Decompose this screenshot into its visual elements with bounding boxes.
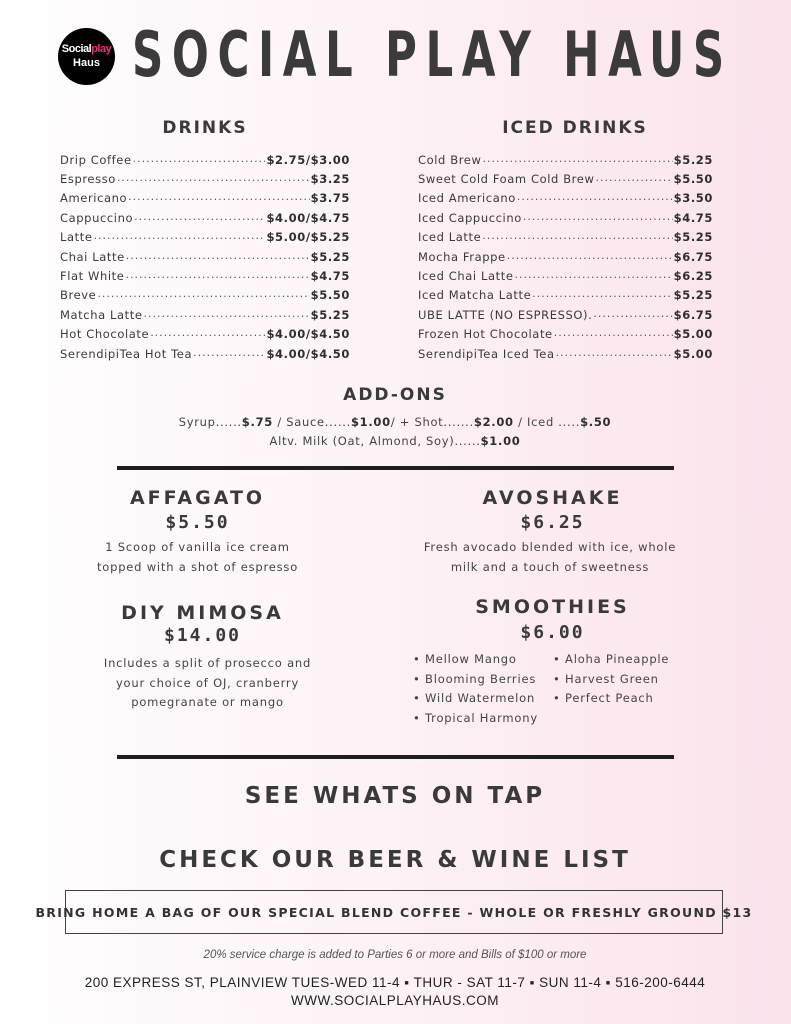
menu-row — [418, 305, 713, 324]
footer-address: 200 EXPRESS ST, PLAINVIEW TUES-WED 11-4 ▪ THUR - SAT 11-7 ▪ SUN 11-4 ▪ 516-200-6444 — [84, 975, 706, 990]
menu-item-price: $4.00/$4.50 — [266, 327, 350, 342]
menu-row — [60, 344, 350, 363]
menu-row — [60, 247, 350, 266]
menu-item-price: $5.25 — [673, 152, 713, 167]
menu-item-name: Breve — [60, 288, 97, 303]
menu-item-name: UBE LATTE (NO ESPRESSO). — [418, 307, 593, 322]
drinks-list — [60, 150, 350, 363]
menu-item-name: Iced Latte — [418, 230, 482, 245]
menu-row — [418, 344, 713, 363]
drinks-title: DRINKS — [162, 118, 248, 138]
affagato-title: AFFAGATO — [129, 487, 266, 509]
menu-row — [60, 305, 350, 324]
dot-leader — [482, 154, 672, 166]
menu-row — [418, 208, 713, 227]
menu-item-name: Sweet Cold Foam Cold Brew — [418, 172, 595, 187]
sauce-label: / Sauce...... — [272, 415, 351, 429]
menu-item-name: Iced Matcha Latte — [418, 288, 532, 303]
mimosa-desc-line: your choice of OJ, cranberry — [115, 675, 300, 690]
divider-bottom — [117, 755, 674, 759]
dot-leader — [150, 328, 265, 340]
menu-row — [418, 266, 713, 285]
dot-leader — [126, 251, 310, 263]
addons-title: ADD-ONS — [343, 385, 447, 405]
smoothies-price: $6.00 — [520, 622, 585, 643]
smoothies-list-left — [413, 652, 553, 730]
avoshake-price: $6.25 — [520, 512, 585, 533]
menu-item-name: Flat White — [60, 269, 125, 284]
list-item: • Perfect Peach — [553, 691, 654, 705]
menu-item-name: Cold Brew — [418, 152, 482, 167]
menu-item-price: $6.25 — [673, 269, 713, 284]
menu-item-price: $3.25 — [310, 172, 350, 187]
affagato-desc-line: 1 Scoop of vanilla ice cream — [105, 540, 290, 554]
affagato-price: $5.50 — [165, 512, 230, 533]
dot-leader — [94, 231, 266, 243]
avoshake-desc — [405, 538, 695, 577]
menu-item-price: $4.00/$4.75 — [266, 210, 350, 225]
dot-leader — [595, 173, 672, 185]
menu-row — [60, 189, 350, 208]
avoshake-desc-line: Fresh avocado blended with ice, whole — [423, 540, 677, 554]
menu-item-name: SerendipiTea Hot Tea — [60, 346, 193, 361]
dot-leader — [133, 154, 266, 166]
dot-leader — [523, 212, 673, 224]
menu-item-price: $2.75/$3.00 — [266, 152, 350, 167]
dot-leader — [532, 289, 672, 301]
dot-leader — [554, 328, 673, 340]
menu-item-price: $4.00/$4.50 — [266, 346, 350, 361]
menu-row — [60, 266, 350, 285]
menu-item-price: $5.00 — [673, 346, 713, 361]
menu-row — [60, 150, 350, 169]
dot-leader — [193, 348, 265, 360]
addons-line — [100, 415, 690, 429]
logo-text-play: play — [91, 43, 112, 55]
iced-label: / Iced ..... — [513, 415, 581, 429]
smoothies-list-right — [553, 652, 693, 711]
menu-row — [418, 247, 713, 266]
mimosa-price: $14.00 — [163, 625, 242, 646]
service-charge-note: 20% service charge is added to Parties 6 or more and Bills of $100 or more — [203, 949, 587, 961]
menu-item-name: Iced Chai Latte — [418, 269, 514, 284]
menu-row — [418, 228, 713, 247]
menu-item-name: Americano — [60, 191, 128, 206]
menu-item-name: Hot Chocolate — [60, 327, 150, 342]
menu-item-price: $4.75 — [673, 210, 713, 225]
menu-item-price: $5.50 — [673, 172, 713, 187]
menu-item-name: Iced Cappuccino — [418, 210, 522, 225]
sauce-price: $1.00 — [350, 415, 391, 429]
menu-item-price: $5.25 — [310, 307, 350, 322]
menu-item-price: $5.25 — [673, 288, 713, 303]
menu-item-name: Mocha Frappe — [418, 249, 506, 264]
dot-leader — [515, 270, 673, 282]
beer-wine-heading: CHECK OUR BEER & WINE LIST — [159, 847, 631, 873]
mimosa-desc — [65, 654, 350, 713]
divider-top — [117, 466, 674, 470]
dot-leader — [97, 289, 309, 301]
menu-row — [418, 325, 713, 344]
iced-price: $.50 — [580, 415, 612, 429]
avoshake-desc-line: milk and a touch of sweetness — [450, 559, 650, 574]
menu-item-price: $6.75 — [673, 307, 713, 322]
menu-item-name: Iced Americano — [418, 191, 516, 206]
syrup-price: $.75 — [241, 415, 273, 429]
coffee-bag-banner — [35, 890, 753, 934]
menu-item-name: Latte — [60, 230, 93, 245]
menu-item-price: $5.00/$5.25 — [266, 230, 350, 245]
mimosa-title: DIY MIMOSA — [121, 602, 284, 624]
logo-text-haus: Haus — [73, 57, 100, 69]
menu-item-price: $5.00 — [673, 327, 713, 342]
smoothies-title: SMOOTHIES — [475, 596, 630, 618]
dot-leader — [128, 192, 309, 204]
mimosa-desc-line: Includes a split of prosecco and — [103, 656, 312, 670]
menu-row — [418, 189, 713, 208]
affagato-desc — [65, 538, 330, 577]
menu-item-name: Cappuccino — [60, 210, 134, 225]
menu-item-price: $6.75 — [673, 249, 713, 264]
list-item: • Wild Watermelon — [413, 691, 536, 705]
menu-item-name: Frozen Hot Chocolate — [418, 327, 553, 342]
menu-item-name: SerendipiTea Iced Tea — [418, 346, 555, 361]
menu-row — [418, 286, 713, 305]
dot-leader — [507, 251, 673, 263]
list-item: • Tropical Harmony — [413, 710, 538, 725]
milk-line — [100, 434, 690, 448]
logo-text-social: Social — [61, 43, 92, 55]
dot-leader — [556, 348, 673, 360]
milk-price: $1.00 — [480, 434, 521, 448]
dot-leader — [125, 270, 309, 282]
mimosa-desc-line: pomegranate or mango — [131, 695, 284, 709]
iced-drinks-title: ICED DRINKS — [502, 118, 648, 138]
dot-leader — [593, 309, 672, 321]
logo — [58, 28, 115, 85]
menu-item-name: Chai Latte — [60, 249, 125, 264]
dot-leader — [134, 212, 265, 224]
menu-row — [60, 286, 350, 305]
menu-row — [60, 169, 350, 188]
milk-label: Altv. Milk (Oat, Almond, Soy)...... — [269, 434, 481, 448]
dot-leader — [117, 173, 310, 185]
menu-item-name: Drip Coffee — [60, 152, 132, 167]
brand-title: SOCIAL PLAY HAUS — [132, 18, 733, 91]
shot-label: / + Shot....... — [390, 415, 474, 429]
list-item: • Blooming Berries — [413, 671, 537, 686]
avoshake-title: AVOSHAKE — [482, 487, 623, 509]
shot-price: $2.00 — [473, 415, 514, 429]
menu-item-price: $3.75 — [310, 191, 350, 206]
menu-item-price: $3.50 — [673, 191, 713, 206]
menu-item-price: $5.50 — [310, 288, 350, 303]
dot-leader — [144, 309, 310, 321]
dot-leader — [482, 231, 672, 243]
iced-drinks-list — [418, 150, 713, 363]
menu-item-price: $4.75 — [310, 269, 350, 284]
dot-leader — [517, 192, 673, 204]
tap-heading: SEE WHATS ON TAP — [244, 783, 546, 809]
menu-row — [418, 169, 713, 188]
menu-row — [60, 228, 350, 247]
menu-row — [60, 208, 350, 227]
footer-website[interactable]: WWW.SOCIALPLAYHAUS.COM — [290, 993, 500, 1008]
list-item: • Aloha Pineapple — [553, 652, 670, 666]
affagato-desc-line: topped with a shot of espresso — [96, 559, 299, 574]
menu-item-name: Espresso — [60, 172, 116, 187]
menu-row — [418, 150, 713, 169]
menu-item-name: Matcha Latte — [60, 307, 143, 322]
list-item: • Mellow Mango — [413, 652, 517, 666]
syrup-label: Syrup...... — [178, 415, 242, 429]
menu-item-price: $5.25 — [310, 249, 350, 264]
banner-text: BRING HOME A BAG OF OUR SPECIAL BLEND COFFEE - WHOLE OR FRESHLY GROUND $13 — [35, 904, 753, 920]
list-item: • Harvest Green — [553, 671, 659, 686]
menu-item-price: $5.25 — [673, 230, 713, 245]
menu-row — [60, 325, 350, 344]
